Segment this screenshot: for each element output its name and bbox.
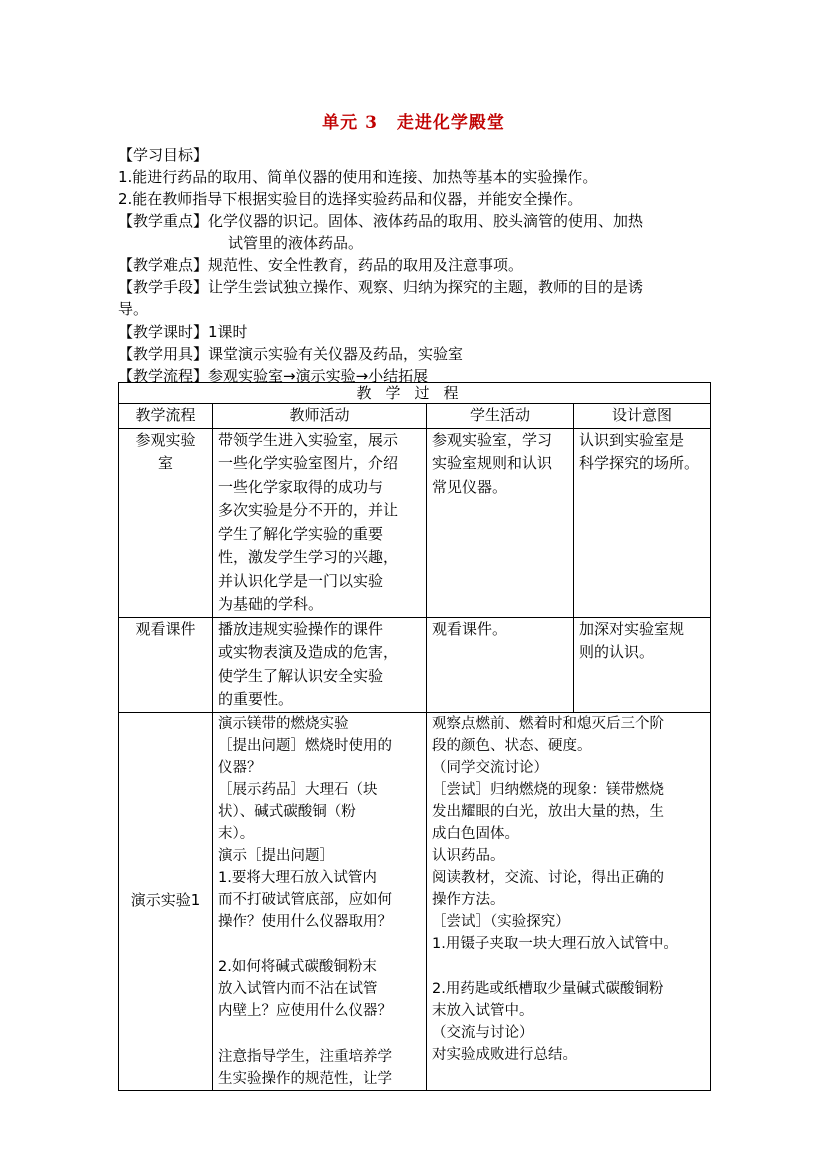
student-line: 段的颜色、状态、硬度。	[432, 737, 592, 754]
student-line: 对实验成败进行总结。	[432, 1047, 577, 1063]
teacher-line: 的重要性。	[218, 690, 294, 708]
row-flow: 观看课件	[119, 617, 213, 712]
title-name: 走进化学殿堂	[396, 113, 505, 133]
row-student	[427, 428, 574, 617]
teacher-line: 学生了解化学实验的重要	[218, 524, 384, 543]
teaching-flow: 【教学流程】参观实验室→演示实验→小结拓展	[118, 367, 429, 385]
teacher-line: 一些化学实验室图片，介绍	[218, 454, 399, 472]
intent-line: 则的认识。	[579, 643, 655, 661]
row-teacher	[213, 712, 427, 1090]
student-line: 1.用镊子夹取一块大理石放入试管中。	[432, 935, 678, 952]
teacher-line	[218, 933, 421, 957]
row-intent	[574, 617, 711, 712]
row-student	[427, 712, 711, 1090]
teacher-line: 放入试管内而不沾在试管	[218, 981, 378, 997]
student-line: 发出耀眼的白光，放出大量的热，生	[432, 803, 664, 820]
teaching-method-cont: 导。	[118, 300, 149, 318]
student-line: 操作方法。	[432, 891, 505, 908]
student-line: 末放入试管中。	[432, 1003, 534, 1019]
student-line	[432, 955, 710, 979]
teacher-line: 内壁上？应使用什么仪器？	[218, 1003, 392, 1019]
teacher-line: 末）。	[218, 825, 255, 842]
teacher-line: ［展示药品］大理石（块	[218, 781, 378, 798]
row-teacher	[213, 428, 427, 617]
teaching-focus-cont: 试管里的液体药品。	[228, 234, 364, 252]
student-line: 成白色固体。	[432, 825, 519, 842]
teaching-difficulty: 【教学难点】规范性、安全性教育，药品的取用及注意事项。	[118, 256, 524, 274]
table-row	[119, 617, 711, 712]
teacher-line: 2.如何将碱式碳酸铜粉末	[218, 959, 377, 975]
teacher-line: 使学生了解认识安全实验	[218, 666, 384, 685]
document-title	[0, 108, 827, 133]
student-line: 认识药品。	[432, 847, 505, 864]
teacher-line: 操作？使用什么仪器取用？	[218, 913, 392, 930]
intent-line: 加深对实验室规	[579, 619, 685, 638]
header-teacher: 教师活动	[213, 404, 427, 429]
header-intent: 设计意图	[574, 404, 711, 429]
student-line: ［尝试］归纳燃烧的现象：镁带燃烧	[432, 781, 664, 798]
student-line: ［尝试］（实验探究）	[432, 913, 570, 930]
teacher-line: 为基础的学科。	[218, 595, 324, 613]
goal-2: 2.能在教师指导下根据实验目的选择实验药品和仪器，并能安全操作。	[118, 190, 583, 208]
teacher-line: 多次实验是分不开的，并让	[218, 501, 399, 519]
teacher-line: 仪器？	[218, 759, 262, 776]
header-flow: 教学流程	[119, 404, 213, 429]
title-unit: 单元 3	[322, 113, 378, 133]
teacher-line: 状）、碱式碳酸铜（粉	[218, 803, 356, 820]
teacher-line: 或实物表演及造成的危害，	[218, 643, 399, 661]
process-table	[118, 382, 711, 1091]
header-student: 学生活动	[427, 404, 574, 429]
teacher-line: 并认识化学是一门以实验	[218, 571, 384, 590]
student-line: （交流与讨论）	[432, 1025, 534, 1041]
table-row	[119, 712, 711, 1090]
teacher-line: 性，激发学生学习的兴趣，	[218, 548, 399, 566]
teaching-focus: 【教学重点】化学仪器的识记。固体、液体药品的取用、胶头滴管的使用、加热	[118, 212, 644, 230]
student-line: 观察点燃前、燃着时和熄灭后三个阶	[432, 715, 664, 732]
row-student	[427, 617, 574, 712]
student-line: 阅读教材，交流、讨论，得出正确的	[432, 869, 664, 886]
table-row	[119, 428, 711, 617]
teacher-line: ［提出问题］燃烧时使用的	[218, 737, 392, 754]
row-flow: 参观实验室	[119, 428, 213, 617]
teacher-line: 注意指导学生，注重培养学	[218, 1048, 392, 1065]
goal-1: 1.能进行药品的取用、简单仪器的使用和连接、加热等基本的实验操作。	[118, 168, 598, 186]
teacher-line: 演示镁带的燃烧实验	[218, 715, 349, 732]
student-line: 常见仪器。	[432, 477, 508, 496]
teacher-line: 而不打破试管底部，应如何	[218, 891, 392, 908]
student-line: 观看课件。	[432, 619, 508, 638]
row-flow: 演示实验1	[119, 712, 213, 1090]
intent-line: 科学探究的场所。	[579, 454, 700, 472]
intent-line: 认识到实验室是	[579, 430, 685, 449]
table-caption: 教学过程	[119, 383, 711, 404]
teacher-line: 播放违规实验操作的课件	[218, 619, 384, 638]
teacher-line: 一些化学家取得的成功与	[218, 477, 384, 496]
teacher-line: 1.要将大理石放入试管内	[218, 869, 377, 886]
teacher-line: 生实验操作的规范性，让学	[218, 1070, 392, 1087]
teacher-line: 带领学生进入实验室，展示	[218, 430, 399, 449]
section-learning-goals: 【学习目标】	[118, 146, 209, 164]
teacher-line: 演示［提出问题］	[218, 847, 334, 864]
teacher-line	[218, 1022, 421, 1046]
student-line: （同学交流讨论）	[432, 759, 548, 776]
teaching-hours: 【教学课时】1课时	[118, 323, 248, 341]
student-line: 实验室规则和认识	[432, 454, 553, 472]
row-intent	[574, 428, 711, 617]
table-header-row	[119, 404, 711, 429]
teaching-tools: 【教学用具】课堂演示实验有关仪器及药品，实验室	[118, 345, 464, 363]
student-line: 参观实验室，学习	[432, 430, 553, 449]
teaching-method: 【教学手段】让学生尝试独立操作、观察、归纳为探究的主题，教师的目的是诱	[118, 278, 644, 296]
student-line: 2.用药匙或纸槽取少量碱式碳酸铜粉	[432, 981, 664, 997]
row-teacher	[213, 617, 427, 712]
